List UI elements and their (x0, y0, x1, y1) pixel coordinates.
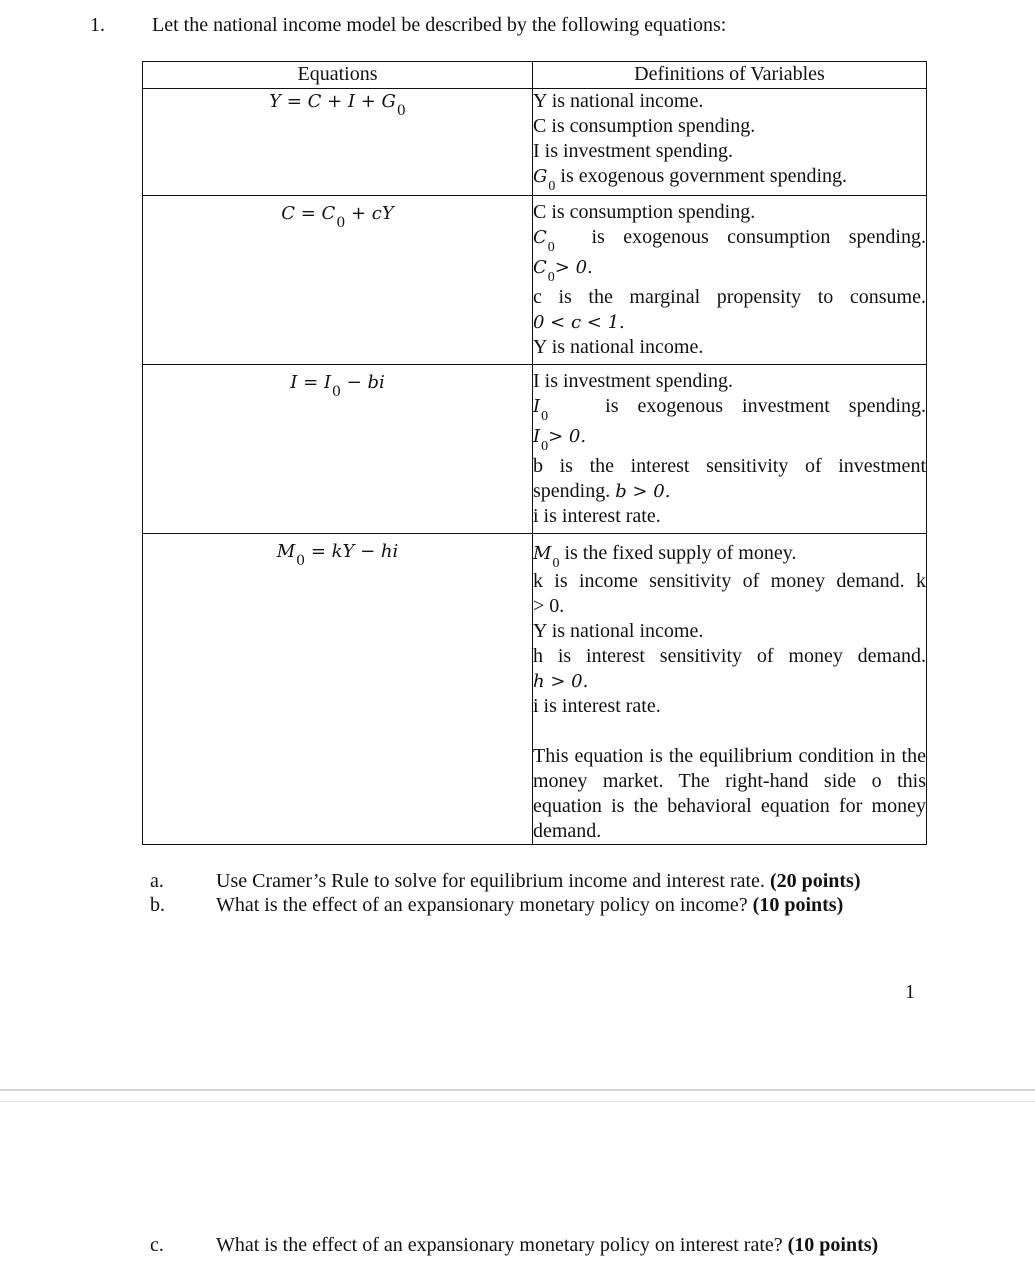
equation-money-market: $M_0$ = kY − hi (276, 541, 399, 569)
definition-line: C is consumption spending. (533, 201, 756, 223)
definition-line: $M_0$ is the fixed supply of money. (533, 542, 797, 571)
definition-line: h > 0. (533, 671, 589, 692)
definition-line: b is the interest sensitivity of investment (533, 455, 926, 477)
definition-line: i is interest rate. (533, 505, 661, 527)
definition-line: spending. b > 0. (533, 480, 671, 502)
definition-line: 0 < c < 1. (533, 312, 625, 333)
definition-line: C is consumption spending. (533, 115, 756, 137)
table-row (143, 365, 927, 534)
equation-cell (143, 534, 533, 845)
definition-line: $C_0> 0$. (533, 257, 593, 285)
definition-line: i is interest rate. (533, 695, 661, 717)
definition-line: > 0. (533, 595, 565, 617)
definition-line: k is income sensitivity of money demand. k (533, 570, 926, 592)
definition-line: h is interest sensitivity of money demand. (533, 645, 926, 667)
table-header-row (143, 62, 927, 89)
definition-line: I is investment spending. (533, 140, 733, 162)
definition-note: This equation is the equilibrium condition in the money market. The right-hand side o this equation is the behavioral equation for money demand. (533, 745, 926, 842)
definition-line: $I_0> 0$. (533, 426, 587, 454)
equation-cell (143, 196, 533, 365)
definitions-cell (533, 365, 927, 534)
equation-cell (143, 89, 533, 196)
definition-line: Y is national income. (533, 90, 704, 112)
page-number: 1 (905, 981, 915, 1003)
header-definitions: Definitions of Variables (533, 62, 927, 89)
question-intro: Let the national income model be described by the following equations: (152, 14, 727, 36)
definition-line: c is the marginal propensity to consume. (533, 286, 926, 308)
definitions-cell (533, 196, 927, 365)
definitions-cell (533, 89, 927, 196)
table-row (143, 196, 927, 365)
definition-line: $I_0$ is exogenous investment spending. (533, 395, 927, 424)
table-row (143, 89, 927, 196)
definition-line: $C_0$ is exogenous consumption spending. (533, 226, 926, 255)
equation-income: $Y = C + I + G_0$ (269, 91, 406, 119)
equation-cell (143, 365, 533, 534)
definition-line: I is investment spending. (533, 370, 733, 392)
equations-table (142, 61, 927, 845)
page-divider (0, 1089, 1035, 1091)
definitions-cell (533, 534, 927, 845)
equation-investment: $I = I_0$ − bi (290, 372, 385, 400)
definition-line: Y is national income. (533, 336, 704, 358)
definition-line: Y is national income. (533, 620, 704, 642)
definition-line: $G_0$ is exogenous government spending. (533, 165, 848, 194)
page-divider-shadow (0, 1101, 1035, 1102)
equation-consumption: $C = C_0$ + cY (281, 203, 394, 231)
table-row (143, 534, 927, 845)
header-equations: Equations (143, 62, 533, 89)
question-number: 1. (90, 14, 105, 36)
